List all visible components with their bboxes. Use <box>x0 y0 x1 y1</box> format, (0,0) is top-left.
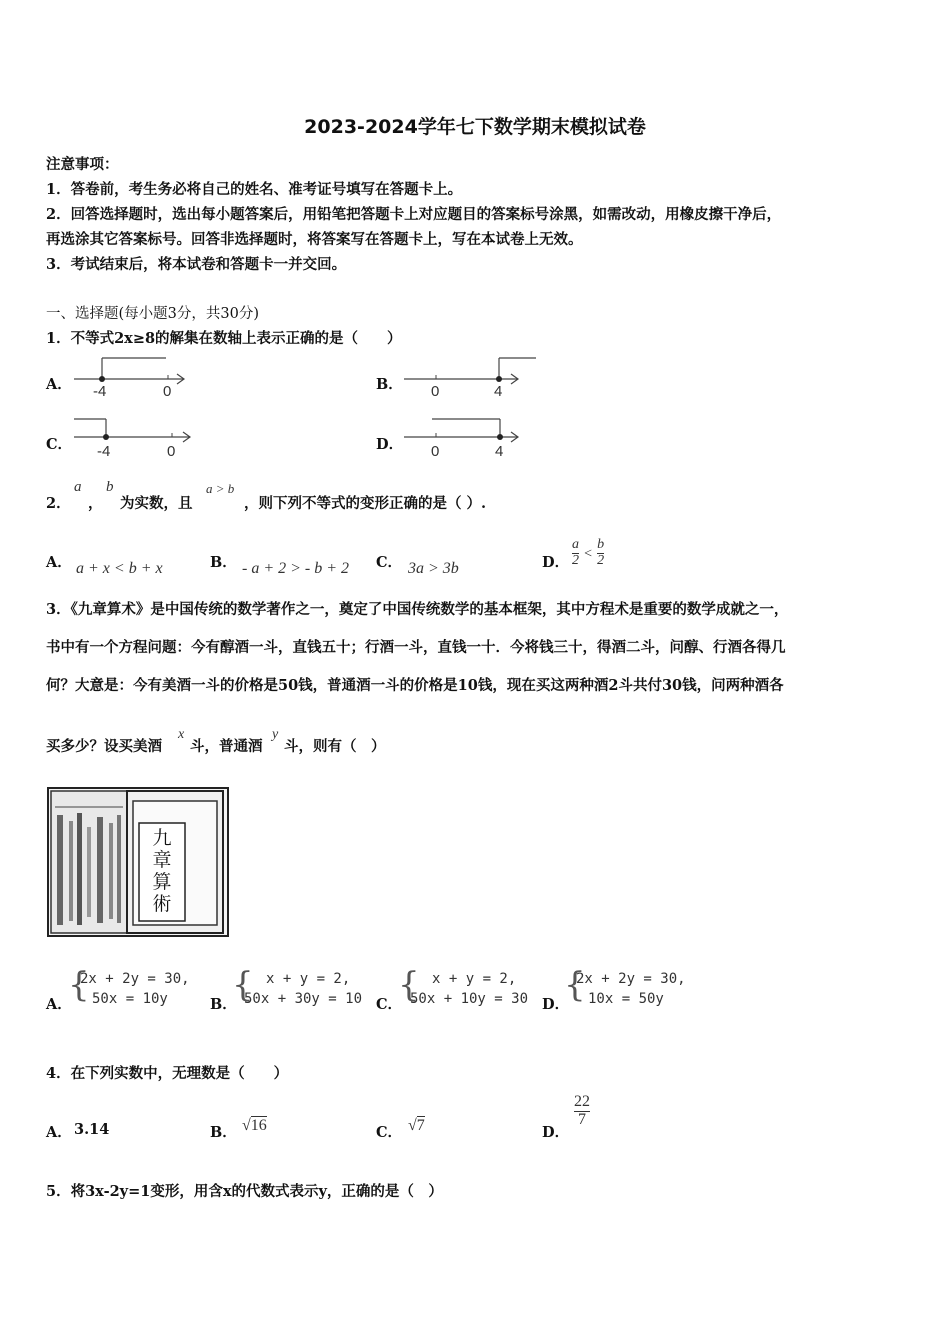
q2-stem-mid: 为实数，且 <box>120 495 193 512</box>
q1-option-d-label: D． <box>376 436 404 453</box>
q4-option-a-label: A． <box>46 1124 72 1141</box>
q2-option-c-label: C． <box>376 554 403 571</box>
q4-d-denominator: 7 <box>578 1110 586 1128</box>
q3-option-d-eq1: 2x + 2y = 30, <box>576 971 686 987</box>
q1-option-b-label: B． <box>376 376 403 393</box>
q2-option-a-expr: a + x < b + x <box>76 560 163 577</box>
sqrt-sign-icon: √ <box>242 1117 251 1134</box>
q2-option-c-expr: 3a > 3b <box>408 560 459 577</box>
book-title-char: 九 <box>152 828 172 849</box>
q2-option-d-expr <box>572 538 604 568</box>
q3-var-y: y <box>272 727 279 742</box>
q3-option-b-label: B． <box>210 996 237 1013</box>
q1-option-d-numberline <box>398 412 528 462</box>
question-3-line-4c: 斗，则有（ ） <box>284 738 386 755</box>
notice-item-2: 2．回答选择题时，选出每小题答案后，用铅笔把答题卡上对应题目的答案标号涂黑，如需改动，用橡皮擦干净后， <box>46 206 782 223</box>
q2-d-den-2: 2 <box>597 552 605 568</box>
q1-c-tick-2: 0 <box>167 443 176 460</box>
q1-b-tick-1: 0 <box>431 383 440 400</box>
q4-option-b-label: B． <box>210 1124 237 1141</box>
q4-option-d-fraction <box>574 1094 590 1129</box>
question-3-line-4a: 买多少？设买美酒 <box>46 738 162 755</box>
notice-item-2-cont: 再选涂其它答案标号。回答非选择题时，将答案写在答题卡上，写在本试卷上无效。 <box>46 231 583 248</box>
q1-option-b-numberline <box>398 352 543 402</box>
q3-option-b-brace: { <box>232 965 254 1005</box>
q3-option-d-label: D． <box>542 996 570 1013</box>
q1-c-tick-1: -4 <box>97 443 111 460</box>
q2-option-b-expr: - a + 2 > - b + 2 <box>242 560 350 577</box>
q1-option-a-label: A． <box>46 376 72 393</box>
q4-option-b-sqrt <box>242 1117 267 1135</box>
q2-d-num-2: b <box>597 537 605 552</box>
q1-d-tick-2: 4 <box>495 443 504 460</box>
page-title: 2023-2024学年七下数学期末模拟试卷 <box>304 116 646 138</box>
q2-comma: ， <box>88 495 103 512</box>
question-3-line-1: 3．《九章算术》是中国传统的数学著作之一，奠定了中国传统数学的基本框架，其中方程术是重要的数学成就之一， <box>46 601 789 618</box>
notice-heading: 注意事项： <box>46 156 119 173</box>
q4-c-radicand: 7 <box>416 1117 425 1134</box>
q4-d-numerator: 22 <box>574 1093 590 1110</box>
q4-b-radicand: 16 <box>250 1117 267 1134</box>
q4-option-c-sqrt <box>408 1117 425 1135</box>
q3-option-c-eq1: x + y = 2, <box>432 971 517 987</box>
q2-var-a: a <box>74 479 82 495</box>
q1-d-tick-1: 0 <box>431 443 440 460</box>
q3-option-a-label: A． <box>46 996 72 1013</box>
book-title-char: 術 <box>152 894 172 915</box>
q1-option-c-label: C． <box>46 436 73 453</box>
section-heading: 一、选择题(每小题3分，共30分) <box>46 306 259 322</box>
question-1-stem: 1．不等式2x≥8的解集在数轴上表示正确的是（ ） <box>46 330 402 347</box>
question-3-line-4b: 斗，普通酒 <box>190 738 263 755</box>
q2-condition: a > b <box>206 481 235 496</box>
q3-option-c-label: C． <box>376 996 403 1013</box>
book-title-char: 算 <box>152 872 172 893</box>
q3-option-b-eq1: x + y = 2, <box>266 971 351 987</box>
q2-d-den-1: 2 <box>572 552 579 568</box>
q2-d-num-1: a <box>572 537 579 552</box>
q2-option-a-label: A． <box>46 554 72 571</box>
q1-option-a-numberline <box>66 352 196 402</box>
q2-option-b-label: B． <box>210 554 237 571</box>
q3-option-a-brace: { <box>68 965 90 1005</box>
notice-item-3: 3．考试结束后，将本试卷和答题卡一并交回。 <box>46 256 347 273</box>
q2-var-b: b <box>106 479 114 495</box>
q3-option-a-eq1: 2x + 2y = 30, <box>80 971 190 987</box>
q1-a-tick-1: -4 <box>93 383 107 400</box>
q3-option-b-eq2: 50x + 30y = 10 <box>244 991 363 1007</box>
q1-option-c-numberline <box>66 412 201 462</box>
q2-stem-tail: ，则下列不等式的变形正确的是（ ）. <box>244 495 487 512</box>
q2-option-d-label: D． <box>542 554 570 571</box>
sqrt-sign-icon: √ <box>408 1117 417 1134</box>
q3-option-d-eq2: 10x = 50y <box>588 991 664 1007</box>
jiuzhang-suanshu-book-image <box>47 787 229 937</box>
q3-option-c-eq2: 50x + 10y = 30 <box>410 991 529 1007</box>
q3-option-d-brace: { <box>564 965 586 1005</box>
question-2-number: 2． <box>46 495 71 512</box>
q1-a-tick-2: 0 <box>163 383 172 400</box>
question-4-stem: 4．在下列实数中，无理数是（ ） <box>46 1065 289 1082</box>
question-3-line-2: 书中有一个方程问题：今有醇酒一斗，直钱五十；行酒一斗，直钱一十．今将钱三十，得酒二斗，问醇、行酒各得几 <box>46 639 786 656</box>
q3-option-c-brace: { <box>398 965 420 1005</box>
q3-var-x: x <box>178 727 185 742</box>
question-5-stem: 5．将3x-2y=1变形，用含x的代数式表示y，正确的是（ ） <box>46 1183 443 1200</box>
notice-item-1: 1．答卷前，考生务必将自己的姓名、准考证号填写在答题卡上。 <box>46 181 463 198</box>
question-3-line-3: 何？大意是：今有美酒一斗的价格是50钱，普通酒一斗的价格是10钱，现在买这两种酒2斗共付30钱，问两种酒各 <box>46 677 784 694</box>
q2-d-relation: < <box>584 546 592 562</box>
q4-option-c-label: C． <box>376 1124 403 1141</box>
q1-b-tick-2: 4 <box>494 383 503 400</box>
q4-option-a-value: 3.14 <box>74 1121 110 1138</box>
q3-option-a-eq2: 50x = 10y <box>92 991 168 1007</box>
book-title-char: 章 <box>152 850 172 871</box>
q4-option-d-label: D． <box>542 1124 570 1141</box>
